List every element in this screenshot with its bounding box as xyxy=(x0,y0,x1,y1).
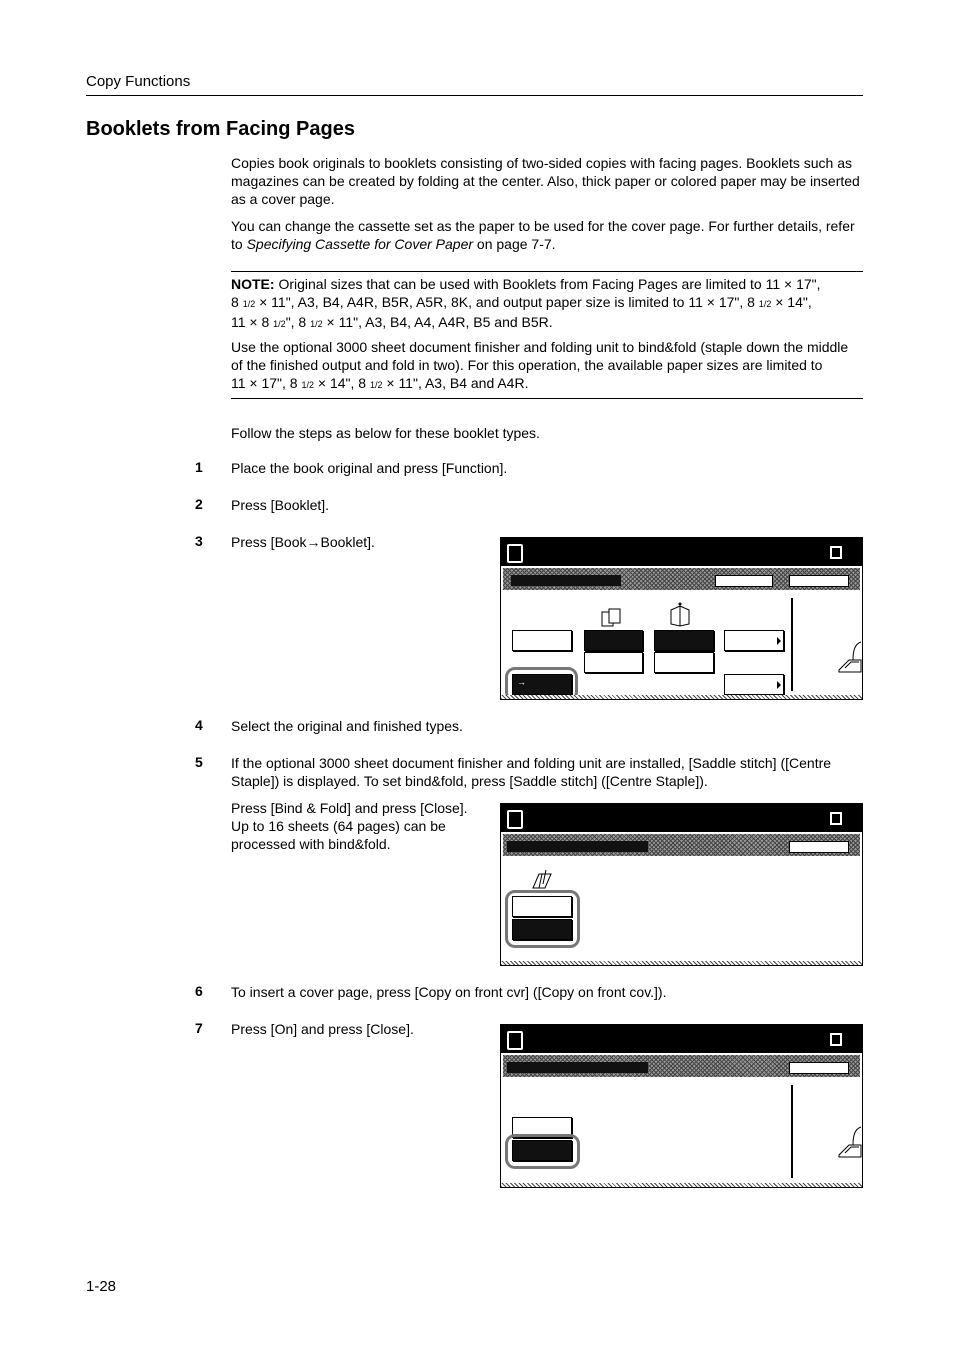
arrow-right-icon xyxy=(777,637,781,645)
option-button[interactable] xyxy=(512,630,572,651)
option-button-selected[interactable] xyxy=(584,630,643,651)
intro-paragraph-2: You can change the cassette set as the paper to be used for the cover page. For further details, refer to Specifying Cassette for Cover Paper on page 7-7. xyxy=(231,218,855,252)
highlight-ring xyxy=(505,890,580,948)
page-title: Booklets from Facing Pages xyxy=(86,118,355,140)
running-header: Copy Functions xyxy=(86,73,191,90)
step-number: 1 xyxy=(195,459,203,475)
step-number: 4 xyxy=(195,717,203,733)
close-button[interactable] xyxy=(789,1062,849,1074)
close-button[interactable] xyxy=(789,841,849,853)
shortcut-button[interactable] xyxy=(715,575,773,587)
step-text: If the optional 3000 sheet document finisher and folding unit are installed, [Saddle stitch] ([Centre Staple]) is displayed. To set bind&fold, press [Saddle stitch] ([Centre Staple]). xyxy=(231,755,832,789)
open-book-icon xyxy=(837,1123,863,1159)
step-text: Select the original and finished types. xyxy=(231,718,463,734)
step-number: 7 xyxy=(195,1020,203,1036)
document-icon xyxy=(507,544,523,563)
open-book-icon xyxy=(837,638,863,674)
note-block: NOTE: Original sizes that can be used with Booklets from Facing Pages are limited to 11 × 17", 8 1/2 × 11", A3, B4, A4R, B5R, A5R, 8K, and output paper size is limited to 11 × 17", 8 1/2 × 14", 11 × 8 1/2", 8 1/2 × 11", A3, B4, A4, A4R, B5 and B5R. xyxy=(231,276,821,330)
panel-tab-label xyxy=(507,1062,648,1073)
bind-fold-icon xyxy=(529,868,555,890)
option-button[interactable] xyxy=(724,674,784,695)
step-text: Place the book original and press [Function]. xyxy=(231,460,508,476)
step-text: Press [Book→Booklet]. xyxy=(231,534,375,550)
note-bottom-rule xyxy=(231,398,863,399)
two-sided-icon xyxy=(601,608,621,628)
panel-tab-label xyxy=(507,841,648,852)
follow-text: Follow the steps as below for these booklet types. xyxy=(231,425,540,441)
option-button-selected[interactable] xyxy=(654,630,714,651)
document-icon xyxy=(507,1031,523,1050)
booklet-screen-panel xyxy=(500,537,863,700)
panel-title-bar xyxy=(501,1025,862,1053)
step-5-detail: Press [Bind & Fold] and press [Close]. Up to 16 sheets (64 pages) can be processed with bind&fold. xyxy=(231,800,468,852)
booklet-icon xyxy=(668,602,692,628)
option-button[interactable] xyxy=(654,652,714,673)
panel-tab-label xyxy=(511,575,621,586)
page-number: 1-28 xyxy=(86,1278,117,1295)
step-number: 6 xyxy=(195,983,203,999)
highlight-ring xyxy=(505,1134,580,1169)
cover-page-screen-panel xyxy=(500,1024,863,1188)
lock-icon xyxy=(830,812,842,825)
option-button[interactable] xyxy=(584,652,643,673)
arrow-icon: → xyxy=(517,677,526,687)
panel-divider xyxy=(791,598,793,691)
intro-paragraph-1: Copies book originals to booklets consisting of two-sided copies with facing pages. Booklets such as magazines can be created by folding at the center. Also, thick paper or colored paper may be inserted as a cover page. xyxy=(231,155,860,207)
cross-reference: Specifying Cassette for Cover Paper xyxy=(246,236,474,252)
panel-divider xyxy=(791,1085,793,1178)
option-button[interactable] xyxy=(724,630,784,651)
close-button[interactable] xyxy=(789,575,849,587)
panel-bottom-strip xyxy=(501,961,862,965)
bind-fold-screen-panel xyxy=(500,803,863,966)
arrow-right-icon xyxy=(777,681,781,689)
lock-icon xyxy=(830,546,842,559)
step-number: 2 xyxy=(195,496,203,512)
panel-title-bar xyxy=(501,538,862,566)
panel-bottom-strip xyxy=(501,695,862,699)
step-text: Press [Booklet]. xyxy=(231,497,330,513)
note-top-rule xyxy=(231,271,863,272)
panel-bottom-strip xyxy=(501,1183,862,1187)
header-rule xyxy=(86,95,863,96)
note-paragraph-2: Use the optional 3000 sheet document finisher and folding unit to bind&fold (staple down the middle of the finished output and fold in two). For this operation, the available paper sizes are limited to 11 × 17", 8 1/2 × 14", 8 1/2 × 11", A3, B4 and A4R. xyxy=(231,339,849,391)
step-number: 3 xyxy=(195,533,203,549)
step-text: Press [On] and press [Close]. xyxy=(231,1021,414,1037)
note-label: NOTE: xyxy=(231,276,275,292)
step-text: To insert a cover page, press [Copy on front cvr] ([Copy on front cov.]). xyxy=(231,984,667,1000)
step-number: 5 xyxy=(195,754,203,770)
panel-title-bar xyxy=(501,804,862,832)
lock-icon xyxy=(830,1033,842,1046)
document-icon xyxy=(507,810,523,829)
